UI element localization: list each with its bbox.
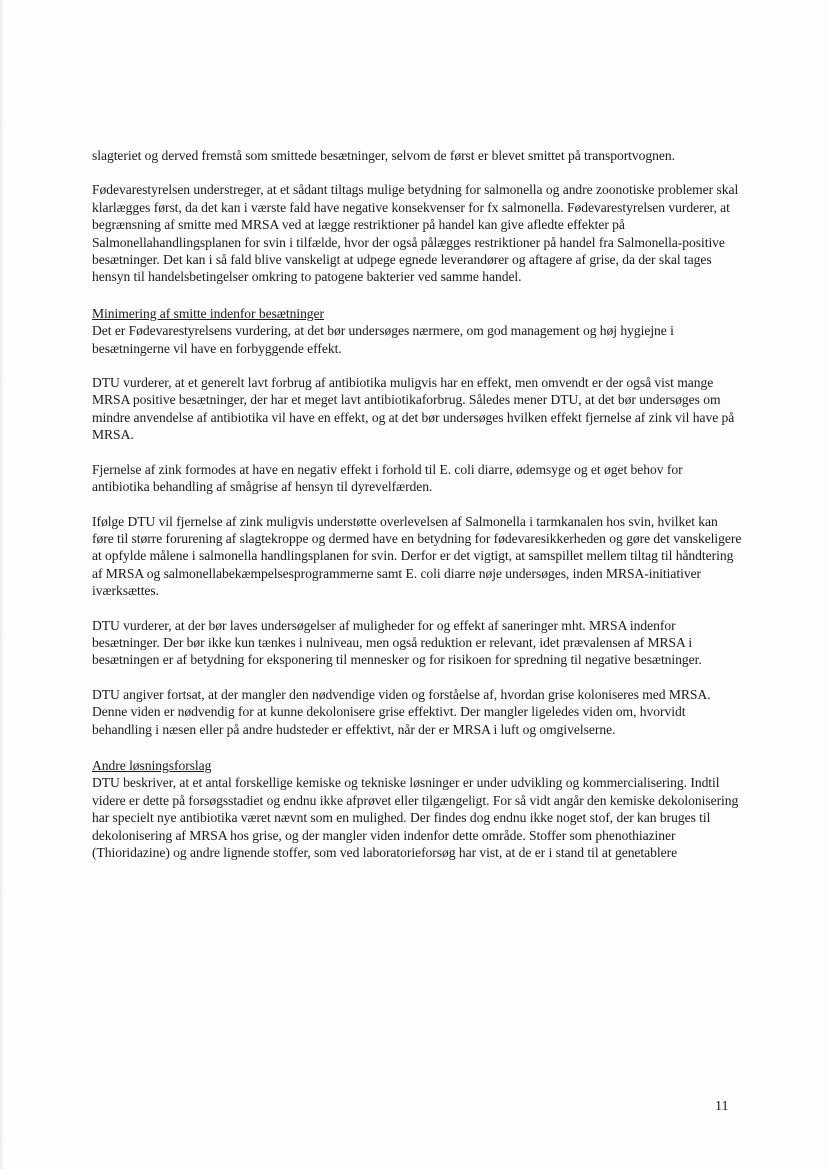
page-number: 11 bbox=[715, 1099, 729, 1114]
paragraph: Fjernelse af zink formodes at have en negativ effekt i forhold til E. coli diarre, ødemsyge og et øget behov for antibiotika behandling af smågrise af hensyn til dyrevelfærden. bbox=[92, 461, 683, 495]
paragraph: DTU beskriver, at et antal forskellige kemiske og tekniske løsninger er under udvikling og kommercialisering. Indtil videre er dette på forsøgsstadiet og endnu ikke afprøvet eller tilgængeligt. For så vidt angår den kemiske dekolonisering har specielt nye antibiotika været nævnt som en mulighed. Der findes dog endnu ikke noget stof, der kan bruges til dekolonisering af MRSA hos grise, og der mangler viden indenfor dette område. Stoffer som phenothiaziner (Thioridazine) og andre lignende stoffer, som ved laboratorieforsøg har vist, at de er i stand til at genetablere bbox=[92, 775, 739, 860]
paragraph: Det er Fødevarestyrelsens vurdering, at det bør undersøges nærmere, om god management og høj hygiejne i besætningerne vil have en forbyggende effekt. bbox=[92, 323, 674, 356]
paragraph: DTU vurderer, at et generelt lavt forbrug af antibiotika muligvis har en effekt, men omvendt er der også vist mange MRSA positive besætninger, der har et meget lavt antibiotikaforbrug. Således mener DTU, at det bør undersøges om mindre anvendelse af antibiotika vil have en effekt, og at det bør undersøges hvilken effekt fjernelse af zink vil have på MRSA. bbox=[92, 375, 735, 443]
scan-edge-shadow bbox=[0, 0, 4, 1169]
paragraph: DTU angiver fortsat, at der mangler den nødvendige viden og forståelse af, hvordan grise koloniseres med MRSA. Denne viden er nødvendig for at kunne dekolonisere grise effektivt. Der mangler ligeledes viden om, hvorvidt behandling i næsen eller på andre hudsteder er effektivt, når der er MRSA i luft og omgivelserne. bbox=[92, 686, 711, 737]
paragraph: Ifølge DTU vil fjernelse af zink muligvis understøtte overlevelsen af Salmonella i tarmkanalen hos svin, hvilket kan føre til større forurening af slagtekroppe og dermed have en betydning for fødevaresikkerheden og gøre det vanskeligere at opfylde målene i salmonella handlingsplanen for svin. Derfor er det vigtigt, at samspillet mellem tiltag til håndtering af MRSA og salmonellabekæmpelsesprogrammerne samt E. coli diarre nøje undersøges, inden MRSA-initiativer iværksættes. bbox=[92, 513, 742, 599]
section-heading-andre-losningsforslag: Andre løsningsforslag bbox=[92, 757, 212, 773]
section-heading-minimering: Minimering af smitte indenfor besætninger bbox=[92, 305, 325, 321]
document-body bbox=[92, 147, 742, 861]
paragraph: DTU vurderer, at der bør laves undersøgelser af muligheder for og effekt af saneringer mht. MRSA indenfor besætninger. Der bør ikke kun tænkes i nulniveau, men også reduktion er relevant, idet prævalensen af MRSA i besætningen er af betydning for eksponering til mennesker og for risikoen for spredning til negative besætninger. bbox=[92, 617, 702, 668]
paragraph: Fødevarestyrelsen understreger, at et sådant tiltags mulige betydning for salmonella og andre zoonotiske problemer skal klarlægges først, da det kan i værste fald have negative konsekvenser for fx salmonella. Fødevarestyrelsen vurderer, at begrænsning af smitte med MRSA ved at lægge restriktioner på handel kan give afledte effekter på Salmonellahandlingsplanen for svin i tilfælde, hvor der også pålægges restriktioner på handel fra Salmonella-positive besætninger. Det kan i så fald blive vanskeligt at udpege egnede leverandører og aftagere af grise, da der skal tages hensyn til handelsbetingelser omkring to patogene bakterier ved samme handel. bbox=[92, 182, 739, 285]
paragraph: slagteriet og derved fremstå som smittede besætninger, selvom de først er blevet smittet på transportvognen. bbox=[92, 148, 675, 163]
